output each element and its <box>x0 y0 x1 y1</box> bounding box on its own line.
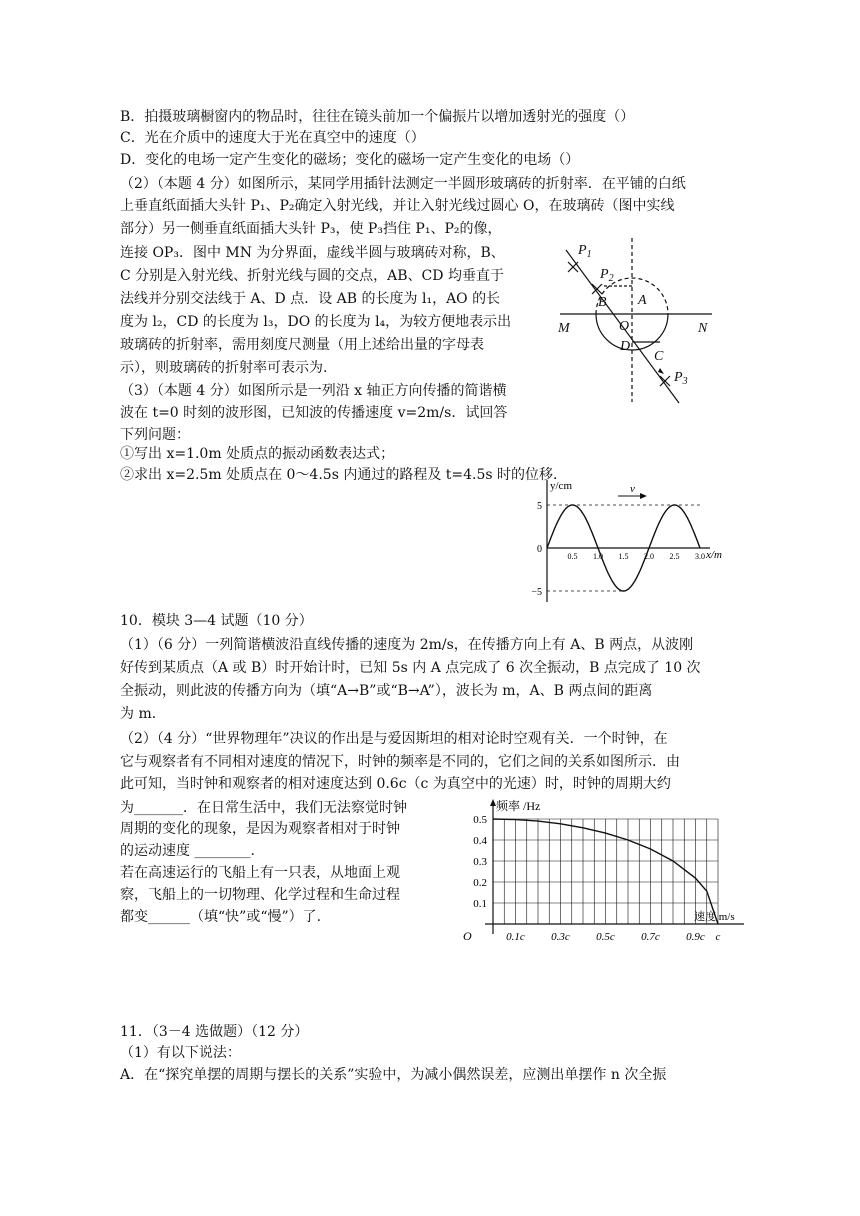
label-m: M <box>558 321 570 336</box>
y-tick-label: 0.2 <box>473 877 487 889</box>
wave-chart <box>520 476 732 606</box>
x-tick-label: 0.1c <box>506 931 525 943</box>
arrow-head <box>640 493 647 499</box>
label-p2: $P_2$ <box>600 267 614 284</box>
text-line: （2）（4 分）“世界物理年”决议的作出是与爱因斯坦的相对论时空观有关．一个时钟，在 <box>120 731 668 747</box>
x-tick-label: 0.7c <box>641 931 660 943</box>
text-line: C．光在介质中的速度大于光在真空中的速度（） <box>120 130 425 146</box>
origin-label: O <box>463 929 472 943</box>
x-tick-label: 1.0 <box>593 552 603 561</box>
text-line: 它与观察者有不同相对速度的情况下，时钟的频率是不同的，它们之间的关系如图所示．由 <box>120 754 680 770</box>
text-line: 为_______．在日常生活中，我们无法察觉时钟 <box>120 800 407 816</box>
y-tick-label: 0.4 <box>473 835 487 847</box>
text-line: A．在“探究单摆的周期与摆长的关系”实验中，为减小偶然误差，应测出单摆作 n 次全振 <box>120 1067 667 1083</box>
text-line: 的运动速度 ________. <box>120 843 255 859</box>
y-tick-label: 0.3 <box>473 856 487 868</box>
text-line: （2）（本题 4 分）如图所示，某同学用插针法测定一半圆形玻璃砖的折射率．在平铺的白纸 <box>120 176 686 192</box>
y-tick-label: −5 <box>531 587 542 598</box>
refraction-diagram <box>548 236 720 406</box>
x-tick-label: 3.0 <box>695 552 705 561</box>
text-line: 察，飞船上的一切物理、化学过程和生命过程 <box>120 887 400 903</box>
text-line: （3）（本题 4 分）如图所示是一列沿 x 轴正方向传播的简谐横 <box>120 383 507 399</box>
text-line: 玻璃砖的折射率，需用刻度尺测量（用上述给出量的字母表 <box>120 337 484 353</box>
label-p3: $P_3$ <box>674 370 688 387</box>
x-tick-label: 0.5 <box>567 552 578 561</box>
y-tick-label: 5 <box>537 501 542 512</box>
text-line: 波在 t=0 时刻的波形图，已知波的传播速度 v=2m/s．试回答 <box>120 405 508 421</box>
text-line: 都变______（填“快”或“慢”）了. <box>120 909 322 925</box>
text-line: （1）（6 分）一列简谐横波沿直线传播的速度为 2m/s，在传播方向上有 A、B 两点，从波刚 <box>120 637 694 653</box>
text-line: ②求出 x=2.5m 处质点在 0～4.5s 内通过的路程及 t=4.5s 时的位移． <box>120 467 568 483</box>
text-line: D．变化的电场一定产生变化的磁场；变化的磁场一定产生变化的电场（） <box>120 152 580 168</box>
text-line: C 分别是入射光线、折射光线与圆的交点，AB、CD 均垂直于 <box>120 268 504 284</box>
y-axis-label: y/cm <box>550 480 572 492</box>
x-tick-label: 1.5 <box>618 552 629 561</box>
x-tick-label: 2.0 <box>644 552 654 561</box>
text-line: ①写出 x=1.0m 处质点的振动函数表达式； <box>120 446 395 462</box>
y-tick-label: 0 <box>537 544 542 555</box>
text-line: 周期的变化的现象，是因为观察者相对于时钟 <box>120 821 400 837</box>
text-line: 11．（3－4 选做题）（12 分） <box>120 1024 309 1040</box>
y-tick-label: 0.1 <box>473 898 487 910</box>
velocity-label: v <box>630 483 635 495</box>
frequency-chart <box>448 796 750 948</box>
text-line: 法线并分别交法线于 A、D 点．设 AB 的长度为 l₁，AO 的长 <box>120 291 501 307</box>
text-line: 若在高速运行的飞船上有一只表，从地面上观 <box>120 865 400 881</box>
text-line: 好传到某质点（A 或 B）时开始计时，已知 5s 内 A 点完成了 6 次全振动，B 点完成了 10 次 <box>120 660 701 676</box>
text-line: 上垂直纸面插大头针 P₁、P₂确定入射光线，并让入射光线过圆心 O，在玻璃砖（图中实线 <box>120 198 675 214</box>
text-line: 连接 OP₃．图中 MN 为分界面，虚线半圆与玻璃砖对称，B、 <box>120 245 505 261</box>
x-axis-label: x/m <box>706 549 722 561</box>
text-line: 10．模块 3—4 试题（10 分） <box>120 613 313 629</box>
text-line: 全振动，则此波的传播方向为（填“A→B”或“B→A”），波长为 m，A、B 两点间的距离 <box>120 683 653 699</box>
label-c: C <box>654 349 664 364</box>
text-line: 下列问题： <box>120 427 190 443</box>
x-tick-label: 2.5 <box>669 552 680 561</box>
text-line: 此可知，当时钟和观察者的相对速度达到 0.6c（c 为真空中的光速）时，时钟的周期大约 <box>120 776 671 792</box>
text-line: B．拍摄玻璃橱窗内的物品时，往往在镜头前加一个偏振片以增加透射光的强度（） <box>120 109 635 125</box>
label-a: A <box>638 293 647 308</box>
y-tick-label: 0.5 <box>473 814 487 826</box>
text-line: 为 m． <box>120 706 166 722</box>
text-line: 部分）另一侧垂直纸面插大头针 P₃，使 P₃挡住 P₁、P₂的像， <box>120 221 502 237</box>
text-line: 示），则玻璃砖的折射率可表示为. <box>120 360 328 376</box>
x-tick-label: c <box>715 931 721 943</box>
x-tick-label: 0.3c <box>551 931 570 943</box>
x-axis-label: 速度 m/s <box>694 911 735 923</box>
label-p1: $P_1$ <box>578 243 592 260</box>
text-line: 度为 l₂，CD 的长度为 l₃，DO 的长度为 l₄，为较方便地表示出 <box>120 314 512 330</box>
label-b: B <box>598 295 607 310</box>
text-line: （1）有以下说法： <box>120 1045 241 1061</box>
x-tick-label: 0.5c <box>596 931 615 943</box>
label-o: O <box>619 319 630 334</box>
x-tick-label: 0.9c <box>686 931 705 943</box>
label-n: N <box>698 321 708 336</box>
label-d: D <box>620 339 631 354</box>
y-axis-label: 频率 /Hz <box>496 799 541 813</box>
